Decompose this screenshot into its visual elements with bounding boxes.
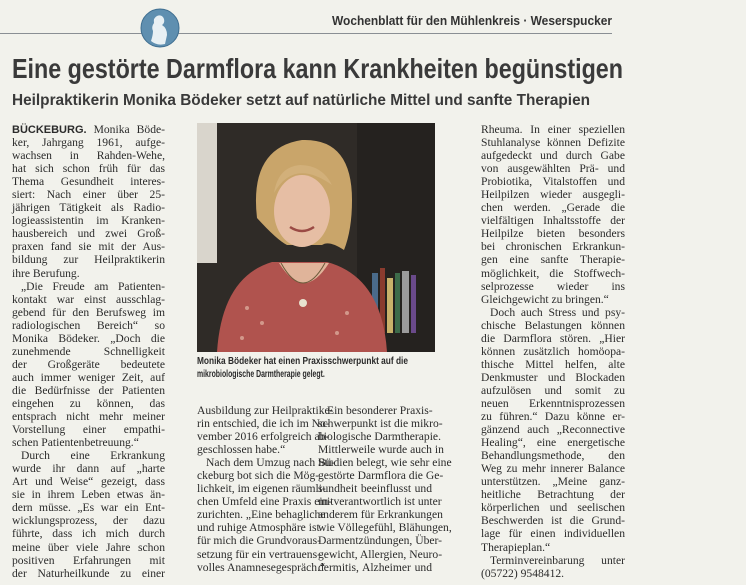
- text-line: biologische Darmtherapie.: [318, 430, 441, 444]
- text-line: Durch eine Erkrankung: [21, 449, 165, 463]
- text-line: volles Anamnesegespräch.“: [197, 560, 326, 574]
- text-line: bei chronischen Erkrankun-: [481, 240, 625, 254]
- text-line: schen Patientenbetreuung.“: [12, 436, 139, 450]
- text-line: Monika Böde-: [86, 123, 165, 136]
- text-line: ihre Berufung.: [12, 266, 80, 280]
- text-line: von ausgewählten Prä- und: [481, 162, 625, 176]
- text-line: neuen Erkenntnisprozessen: [481, 396, 625, 410]
- text-line: anderem für Erkrankungen: [318, 508, 443, 522]
- text-line: zunehmende Schnelligkeit: [12, 344, 165, 358]
- photo-caption: [197, 355, 463, 381]
- text-line: Behandlungsmethode, den: [481, 449, 625, 463]
- text-line: gen eine sanfte Therapie-: [481, 253, 625, 267]
- text-line: chen Umfeld eine Praxis ein-: [197, 495, 333, 509]
- article-paragraph: [481, 554, 625, 580]
- text-line: gänzend auch „Reconnective: [481, 423, 625, 437]
- text-line: Art und Weise“ gezeigt, dass: [12, 475, 165, 489]
- newspaper-logo-icon: [140, 8, 180, 48]
- text-line: aufgedeckt und durch Gabe: [481, 149, 625, 163]
- text-line: logieassistentin im Kranken-: [12, 214, 165, 228]
- text-line: führte, dass ich mich durch: [12, 527, 165, 541]
- text-line: hat sich schon früh für das: [12, 162, 165, 176]
- article-paragraph: [318, 404, 452, 574]
- text-line: Darmentzündungen, Über-: [318, 534, 443, 548]
- text-line: meine über viele Jahre schon: [12, 540, 165, 554]
- text-line: dern müsse. „Es war ein Ent-: [12, 501, 165, 515]
- text-line: heitliche Betrachtung der: [481, 488, 625, 502]
- article-paragraph: [12, 123, 165, 280]
- text-line: siert: Nach einer über 25-: [12, 188, 165, 202]
- text-line: ckeburg bot sich die Mög-: [197, 469, 320, 483]
- text-line: kontakt war einst ausschlag-: [12, 292, 165, 306]
- text-line: thische Mittel helfen, alte: [481, 357, 625, 371]
- text-line: Beschwerden ist die Grund-: [481, 514, 625, 528]
- text-line: Weg zu mehr innerer Balance: [481, 462, 625, 476]
- text-line: jährigen Tätigkeit als Radio-: [12, 201, 165, 215]
- text-line: wie Völlegefühl, Blähungen,: [318, 521, 452, 535]
- article-photo: [197, 123, 435, 352]
- masthead-title: Wochenblatt für den Mühlenkreis · Weserspucker: [332, 13, 612, 28]
- text-line: eingehen zu können, das: [12, 396, 165, 410]
- dateline: BÜCKEBURG.: [12, 124, 87, 136]
- text-line: der Naturheilkunde zu einer: [12, 566, 165, 580]
- text-line: auch immer weniger Zeit, auf: [12, 370, 165, 384]
- article-paragraph: [481, 123, 625, 306]
- text-line: die Darmflora stören. „Hier: [481, 331, 625, 345]
- text-line: Denkmuster und Blockaden: [481, 370, 625, 384]
- text-line: Nach dem Umzug nach Bü-: [206, 456, 336, 470]
- text-line: chische Belastungen können: [481, 318, 625, 332]
- text-line: Ein besonderer Praxis-: [327, 404, 433, 417]
- text-line: Doch auch Stress und psy-: [490, 305, 625, 319]
- text-line: hausbereich und zwei Groß-: [12, 227, 165, 241]
- text-line: unterstützen. „Meine ganz-: [481, 475, 625, 489]
- text-line: der Großgeräte bedeutete: [12, 357, 165, 371]
- article-column-1: [12, 123, 165, 580]
- text-line: können zusätzlich homöopa-: [481, 344, 625, 358]
- text-line: Gleichgewicht zu bringen.“: [481, 292, 609, 306]
- article-column-2: [197, 404, 336, 574]
- text-line: gestörte Darmflora die Ge-: [318, 469, 444, 483]
- text-line: Therapieplan.“: [481, 540, 551, 554]
- text-line: bildung zur Heilpraktikerin: [12, 253, 165, 267]
- text-line: vember 2016 erfolgreich ab-: [197, 430, 330, 444]
- text-line: dermitis, Alzheimer und: [318, 560, 432, 574]
- text-line: entsprach nicht mehr meiner: [12, 410, 165, 424]
- masthead-rule: [0, 33, 612, 34]
- caption-line: mikrobiologische Darmtherapie gelegt.: [197, 368, 325, 380]
- text-line: lichkeit, im eigenen räumli-: [197, 482, 326, 496]
- text-line: aufzulösen und somit zu: [481, 383, 625, 397]
- text-line: möglichkeit, die Stoffwech-: [481, 266, 625, 280]
- text-line: Vorstellung einer empathi-: [12, 423, 165, 437]
- text-line: und ruhige Atmosphäre ist: [197, 521, 320, 535]
- article-paragraph: [12, 280, 165, 450]
- article-column-4: [481, 123, 625, 580]
- article-column-3: [318, 404, 452, 574]
- text-line: Probiotika, Vitalstoffen und: [481, 175, 625, 189]
- article-paragraph: [197, 404, 334, 457]
- text-line: rin entschied, die ich im No-: [197, 417, 330, 431]
- text-line: radiologischen Bereich“ so: [12, 318, 165, 332]
- article-paragraph: [197, 456, 336, 574]
- text-line: mitverantwortlich ist unter: [318, 495, 442, 509]
- text-line: Heilpilze bieten besonders: [481, 227, 625, 241]
- text-line: Ausbildung zur Heilpraktike-: [197, 404, 334, 417]
- text-line: die Bedürfnisse der Patienten: [12, 383, 165, 397]
- text-line: wachsen in Rahden-Wehe,: [12, 149, 165, 163]
- text-line: lage für einen individuellen: [481, 527, 625, 541]
- text-line: gebend für den Berufsweg im: [12, 305, 165, 319]
- text-line: Rheuma. In einer speziellen: [481, 123, 625, 136]
- subheadline: Heilpraktikerin Monika Bödeker setzt auf natürliche Mittel und sanfte Therapien: [12, 92, 590, 109]
- text-line: Stuhlanalyse können Defizite: [481, 136, 625, 150]
- text-line: gewicht, Allergien, Neuro-: [318, 547, 443, 561]
- text-line: Mittlerweile wurde auch in: [318, 443, 444, 457]
- article-paragraph: [481, 306, 625, 554]
- text-line: Heilpilzen wieder ausgegli-: [481, 188, 625, 202]
- text-line: praxen fand sie mit der Aus-: [12, 240, 165, 254]
- text-line: ker, Jahrgang 1961, aufge-: [12, 136, 165, 150]
- text-line: geschlossen habe.“: [197, 443, 286, 457]
- article-paragraph: [12, 449, 165, 579]
- text-line: selprozesse wieder ins: [481, 279, 625, 293]
- text-line: [12, 123, 165, 136]
- text-line: „Die Freude am Patienten-: [21, 279, 165, 293]
- text-line: vielfältigen Inhaltsstoffe der: [481, 214, 625, 228]
- text-line: zu führen.“ Dazu könne er-: [481, 410, 625, 424]
- text-line: schwerpunkt ist die mikro-: [318, 417, 443, 431]
- text-line: setzung für ein vertrauens-: [197, 547, 321, 561]
- text-line: wicklungsprozess, der dazu: [12, 514, 165, 528]
- text-line: sundheit beeinflusst und: [318, 482, 432, 496]
- text-line: wurde ihr dann auf „harte: [12, 462, 165, 476]
- caption-line: Monika Bödeker hat einen Praxisschwerpunkt auf die: [197, 355, 408, 367]
- text-line: chen werden. „Gerade die: [481, 201, 625, 215]
- text-line: körperlichen und seelischen: [481, 501, 625, 515]
- text-line: positiven Erfahrungen mit: [12, 553, 165, 567]
- headline: Eine gestörte Darmflora kann Krankheiten begünstigen: [12, 53, 623, 84]
- text-line: (05722) 9548412.: [481, 566, 565, 580]
- text-line: Thema Gesundheit interes-: [12, 175, 165, 189]
- text-line: sie in ihrem Leben etwas än-: [12, 488, 165, 502]
- text-line: Monika Bödeker. „Doch die: [12, 331, 165, 345]
- text-line: für mich die Grundvoraus-: [197, 534, 321, 548]
- text-line: Terminvereinbarung unter: [490, 553, 625, 567]
- text-line: zurichten. „Eine behagliche: [197, 508, 326, 522]
- text-line: Healing“, eine energetische: [481, 436, 625, 450]
- text-line: Studien belegt, wie sehr eine: [318, 456, 452, 470]
